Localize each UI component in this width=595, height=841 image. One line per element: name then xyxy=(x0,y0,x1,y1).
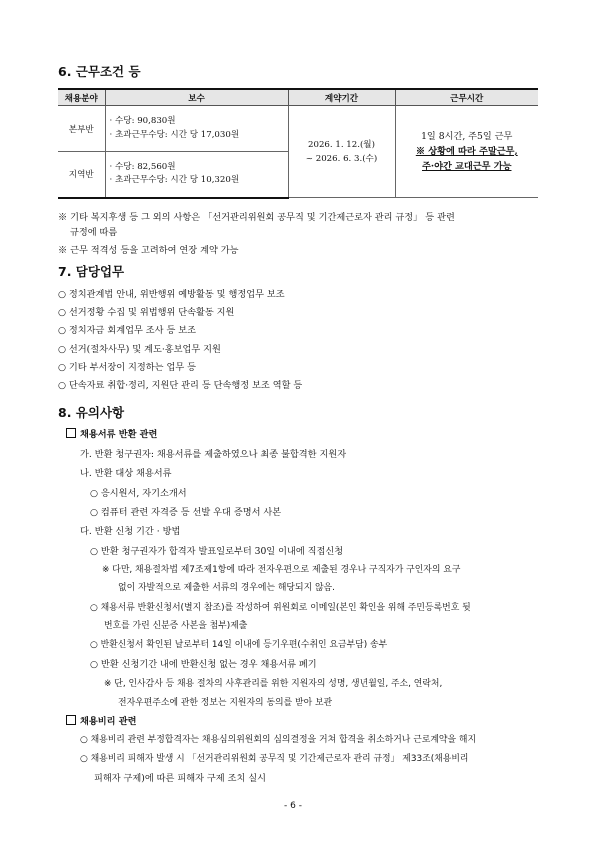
table-header-row xyxy=(58,89,538,106)
hours-line: 1일 8시간, 주5일 근무 xyxy=(421,131,513,142)
item-fraud-1: ○ 채용비리 관련 부정합격자는 채용심의위원회의 심의결정을 거쳐 합격을 취소하거나 근로계약을 해지 xyxy=(80,735,477,745)
item-da-1-note: ※ 다만, 채용절차법 제7조제1항에 따라 전자우편으로 제출된 경우나 구직자가 구인자의 요구 xyxy=(102,565,461,575)
period-end: ~ 2026. 6. 3.(수) xyxy=(305,153,378,164)
field-cell: 본부반 xyxy=(58,106,105,152)
subsection-doc-return xyxy=(66,426,157,440)
work-conditions-table xyxy=(58,88,538,199)
pay-line: · 수당: 90,830원 xyxy=(109,116,176,126)
period-cell xyxy=(288,106,395,198)
section-6-title: 6. 근무조건 등 xyxy=(58,64,141,79)
square-bullet-icon xyxy=(66,428,76,438)
item-da-1: ○ 반환 청구권자가 합격자 발표일로부터 30일 이내에 직접신청 xyxy=(90,546,344,557)
section-8-title: 8. 유의사항 xyxy=(58,405,125,420)
item-da: 다. 반환 신청 기간 · 방법 xyxy=(80,526,181,537)
section-7-title: 7. 담당업무 xyxy=(58,264,125,279)
page-number: - 6 - xyxy=(284,801,302,811)
duty-item: ○ 기타 부서장이 지정하는 업무 등 xyxy=(58,362,196,373)
field-cell: 지역반 xyxy=(58,152,105,198)
subsection-hiring-fraud xyxy=(66,713,136,727)
period-start: 2026. 1. 12.(월) xyxy=(308,139,375,150)
item-da-4: ○ 반환 신청기간 내에 반환신청 없는 경우 채용서류 폐기 xyxy=(90,659,317,670)
item-fraud-2-cont: 피해자 구제)에 따른 피해자 구제 조치 실시 xyxy=(94,773,266,784)
duty-item: ○ 선거(절차사무) 및 계도·홍보업무 지원 xyxy=(58,344,221,355)
item-na-1: ○ 응시원서, 자기소개서 xyxy=(90,488,187,499)
item-fraud-2: ○ 채용비리 피해자 발생 시 「선거관리위원회 공무직 및 기간제근로자 관리 규정」 제33조(채용비리 xyxy=(80,754,469,764)
note-welfare-cont: 규정에 따름 xyxy=(70,227,118,238)
pay-line: · 초과근무수당: 시간 당 10,320원 xyxy=(109,175,240,186)
item-da-2-cont: 번호를 가린 신분증 사본을 첨부)제출 xyxy=(104,621,248,631)
item-da-1-note-cont: 없이 자발적으로 제출한 서류의 경우에는 해당되지 않음. xyxy=(118,583,335,593)
item-da-4-note: ※ 단, 인사감사 등 채용 절차의 사후관리를 위한 지원자의 성명, 생년월일, 주소, 연락처, xyxy=(104,679,443,689)
note-extension: ※ 근무 적격성 등을 고려하여 연장 계약 가능 xyxy=(58,245,239,256)
pay-cell xyxy=(105,152,288,198)
header-period: 계약기간 xyxy=(288,89,395,106)
header-pay: 보수 xyxy=(105,89,288,106)
subsection-title: 채용서류 반환 관련 xyxy=(80,429,158,440)
item-ga: 가. 반환 청구권자: 채용서류를 제출하였으나 최종 불합격한 지원자 xyxy=(80,449,347,460)
duty-item: ○ 선거정황 수집 및 위법행위 단속활동 지원 xyxy=(58,307,235,318)
duty-item: ○ 정치자금 회계업무 조사 등 보조 xyxy=(58,325,196,336)
item-da-4-note-cont: 전자우편주소에 관한 정보는 지원자의 동의를 받아 보관 xyxy=(118,698,333,708)
item-da-2: ○ 채용서류 반환신청서(별지 참조)를 작성하여 위원회로 이메일(본인 확인을 위해 주민등록번호 뒷 xyxy=(90,603,471,613)
pay-cell xyxy=(105,106,288,152)
duty-item: ○ 단속자료 취합·정리, 지원단 관리 등 단속행정 보조 역할 등 xyxy=(58,380,303,391)
table-row xyxy=(58,106,538,152)
note-welfare: ※ 기타 복지후생 등 그 외의 사항은 「선거관리위원회 공무직 및 기간제근로자 관리 규정」 등 관련 xyxy=(58,212,455,223)
subsection-title: 채용비리 관련 xyxy=(80,716,137,727)
hours-cell xyxy=(395,106,538,198)
square-bullet-icon xyxy=(66,715,76,725)
item-na-2: ○ 컴퓨터 관련 자격증 등 선발 우대 증명서 사본 xyxy=(90,507,282,518)
item-na: 나. 반환 대상 채용서류 xyxy=(80,468,172,479)
pay-line: · 초과근무수당: 시간 당 17,030원 xyxy=(109,129,240,140)
duty-item: ○ 정치관계법 안내, 위반행위 예방활동 및 행정업무 보조 xyxy=(58,289,285,300)
header-field: 채용분야 xyxy=(58,89,105,106)
hours-note: 주·야간 교대근무 가능 xyxy=(422,161,512,172)
hours-note: ※ 상황에 따라 주말근무, xyxy=(415,146,518,157)
item-da-3: ○ 반환신청서 확인된 날로부터 14일 이내에 등기우편(수취인 요금부담) 송부 xyxy=(90,640,388,650)
header-hours: 근무시간 xyxy=(395,89,538,106)
pay-line: · 수당: 82,560원 xyxy=(109,161,176,172)
